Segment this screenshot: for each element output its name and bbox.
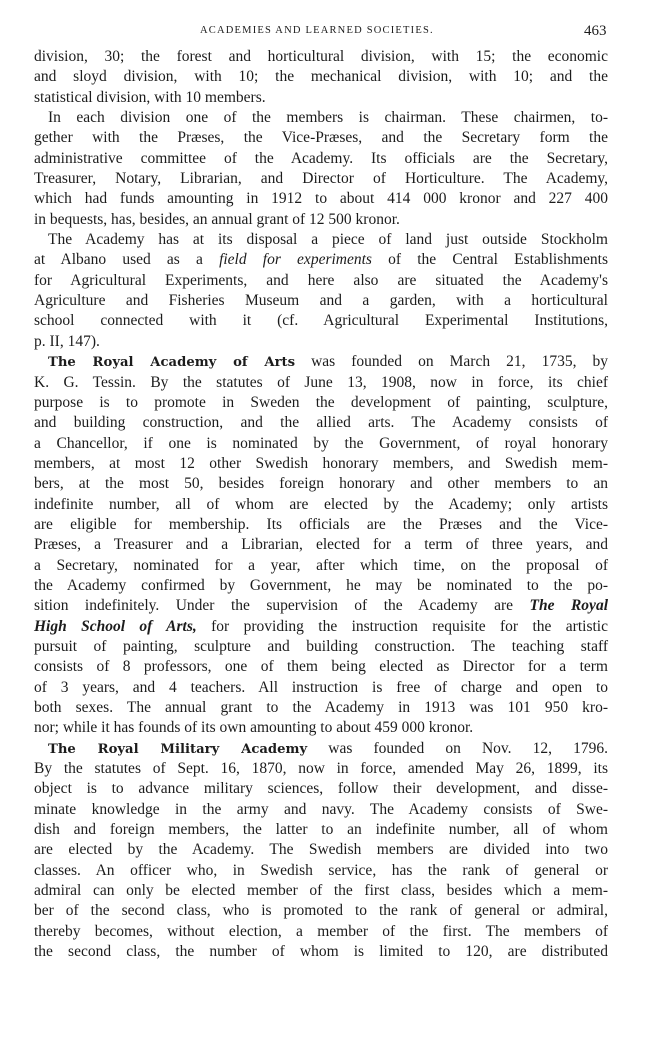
body-text	[34, 47, 608, 962]
page-number: 463	[584, 23, 607, 39]
text-run: admiral can only be elected member of the first class, besides which a mem-	[34, 882, 608, 900]
text-line	[34, 759, 608, 779]
text-line	[34, 637, 608, 657]
text-line	[34, 495, 608, 515]
text-line	[34, 189, 608, 209]
text-line	[34, 108, 608, 128]
text-line	[34, 779, 608, 799]
text-run: and building construction, and the allied arts. The Academy consists of	[34, 414, 608, 432]
text-run: division, 30; the forest and horticultural division, with 15; the economic	[34, 48, 608, 65]
text-run: for Agricultural Experiments, and here also are situated the Academy's	[34, 271, 608, 289]
text-line	[34, 800, 608, 820]
text-line	[34, 434, 608, 454]
text-run: are elected by the Academy. The Swedish members are divided into two	[34, 841, 608, 859]
text-line	[34, 291, 608, 311]
section-heading: The Royal Academy of Arts	[48, 355, 296, 371]
text-line	[34, 454, 608, 474]
text-run: which had funds amounting in 1912 to about 414 000 kronor and 227 400	[34, 190, 608, 208]
text-line	[34, 210, 608, 230]
text-run: pursuit of painting, sculpture and building construction. The teaching staff	[34, 637, 608, 655]
section-heading: The Royal Military Academy	[48, 741, 308, 757]
text-line	[34, 617, 608, 637]
text-run: purpose is to promote in Sweden the development of painting, sculpture,	[34, 393, 608, 411]
text-run: of 3 years, and 4 teachers. All instruction is free of charge and open to	[34, 678, 608, 696]
text-line	[34, 698, 608, 718]
running-head	[0, 23, 655, 43]
text-run: was founded on Nov. 12, 1796.	[307, 739, 608, 757]
text-line	[34, 311, 608, 331]
text-run: members, at most 12 other Swedish honorary members, and Swedish mem-	[34, 454, 608, 472]
text-run: gether with the Præses, the Vice-Præses, and the Secretary form the	[34, 129, 608, 147]
text-run: classes. An officer who, in Swedish service, has the rank of general or	[34, 861, 608, 879]
text-run: school connected with it (cf. Agricultural Experimental Institutions,	[34, 312, 608, 330]
text-run: The Academy has at its disposal a piece of land just outside Stockholm	[48, 231, 608, 249]
text-run: minate knowledge in the army and navy. The Academy consists of Swe-	[34, 800, 608, 818]
text-line	[34, 718, 608, 738]
text-run: object is to advance military sciences, follow their development, and disse-	[34, 780, 608, 798]
text-run: Treasurer, Notary, Librarian, and Director of Horticulture. The Academy,	[34, 170, 608, 188]
text-run: nor; while it has founds of its own amounting to about 459 000 kronor.	[34, 719, 474, 737]
text-run: consists of 8 professors, one of them being elected as Director for a term	[34, 658, 608, 676]
text-run: Agriculture and Fisheries Museum and a garden, with a horticultural	[34, 292, 608, 310]
text-run: K. G. Tessin. By the statutes of June 13, 1908, now in force, its chief	[34, 373, 608, 391]
text-line	[34, 739, 608, 759]
text-run: at Albano used as a	[34, 251, 220, 269]
text-line	[34, 535, 608, 555]
text-line	[34, 373, 608, 393]
text-line	[34, 556, 608, 576]
text-run: of the Central Establishments	[371, 251, 608, 269]
text-run: In each division one of the members is chairman. These chairmen, to-	[48, 109, 608, 127]
text-run: indefinite number, all of whom are elected by the Academy; only artists	[34, 495, 608, 513]
text-run: both sexes. The annual grant to the Academy in 1913 was 101 950 kro-	[34, 699, 608, 716]
text-line	[34, 128, 608, 148]
text-line	[34, 413, 608, 433]
text-run: bers, at the most 50, besides foreign honorary and other members to an	[34, 475, 608, 493]
text-line	[34, 881, 608, 901]
running-title: ACADEMIES AND LEARNED SOCIETIES.	[200, 25, 434, 36]
text-run: p. II, 147).	[34, 332, 100, 350]
text-line	[34, 861, 608, 881]
text-run: and sloyd division, with 10; the mechanical division, with 10; and the	[34, 68, 608, 86]
italic-title: The Royal	[513, 597, 608, 615]
text-line	[34, 169, 608, 189]
text-line	[34, 678, 608, 698]
text-run: a Secretary, nominated for a year, after which time, on the proposal of	[34, 556, 608, 574]
text-run: administrative committee of the Academy. Its officials are the Secretary,	[34, 149, 608, 167]
text-run: in bequests, has, besides, an annual grant of 12 500 kronor.	[34, 210, 400, 228]
text-run: sition indefinitely. Under the supervision of the Academy are	[34, 597, 514, 615]
text-line	[34, 901, 608, 921]
text-line	[34, 352, 608, 372]
text-line	[34, 515, 608, 535]
text-line	[34, 149, 608, 169]
text-run: are eligible for membership. Its officials are the Præses and the Vice-	[34, 515, 608, 533]
text-line	[34, 657, 608, 677]
text-run: was founded on March 21, 1735, by	[295, 353, 609, 371]
text-line	[34, 820, 608, 840]
text-line	[34, 271, 608, 291]
text-line	[34, 942, 608, 962]
text-run: the second class, the number of whom is limited to 120, are distributed	[34, 943, 608, 961]
text-run: a Chancellor, if one is nominated by the Government, of royal honorary	[34, 434, 608, 452]
text-run: thereby becomes, without election, a member of the first. The members of	[34, 922, 608, 940]
text-run: ber of the second class, who is promoted to the rank of general or admiral,	[34, 902, 608, 920]
text-run: dish and foreign members, the latter to an indefinite number, all of whom	[34, 821, 608, 839]
italic-phrase: field for experiments	[219, 251, 372, 269]
text-run: statistical division, with 10 members.	[34, 88, 266, 106]
text-line	[34, 576, 608, 596]
text-line	[34, 393, 608, 413]
text-run: for providing the instruction requisite for the artistic	[196, 617, 608, 635]
text-run: Præses, a Treasurer and a Librarian, elected for a term of three years, and	[34, 536, 608, 554]
text-line	[34, 596, 608, 616]
text-line	[34, 67, 608, 87]
text-line	[34, 230, 608, 250]
text-run: the Academy confirmed by Government, he may be nominated to the po-	[34, 576, 608, 594]
text-line	[34, 474, 608, 494]
text-line	[34, 922, 608, 942]
text-run: By the statutes of Sept. 16, 1870, now in force, amended May 26, 1899, its	[34, 760, 608, 778]
text-line	[34, 88, 608, 108]
italic-title: High School of Arts,	[34, 617, 197, 635]
text-line	[34, 250, 608, 270]
text-line	[34, 47, 608, 67]
text-line	[34, 332, 608, 352]
text-line	[34, 840, 608, 860]
